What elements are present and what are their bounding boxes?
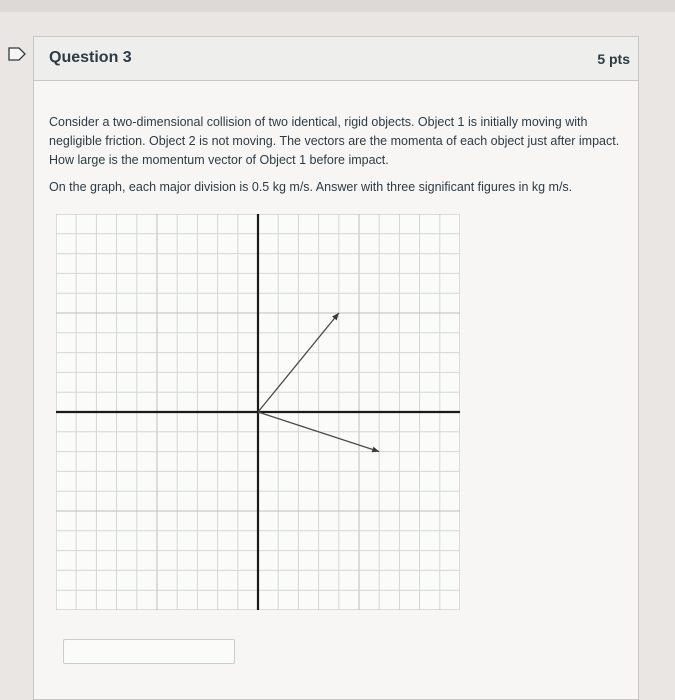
momentum-graph xyxy=(56,214,460,610)
question-paragraph-2: On the graph, each major division is 0.5 kg m/s. Answer with three significant figures in kg m/s. xyxy=(49,180,573,194)
question-paragraph-1: Consider a two-dimensional collision of two identical, rigid objects. Object 1 is initially moving with negligible friction. Object 2 is not moving. The vectors are the momenta of each object just after impact. How large is the momentum vector of Object 1 before impact. xyxy=(49,115,620,167)
browser-top-strip xyxy=(0,0,675,12)
question-text xyxy=(49,113,634,205)
question-header xyxy=(34,37,638,81)
question-title: Question 3 xyxy=(49,49,132,66)
answer-input[interactable] xyxy=(63,639,235,664)
question-points: 5 pts xyxy=(597,51,630,67)
flag-icon[interactable] xyxy=(8,47,26,61)
question-card xyxy=(33,36,639,700)
